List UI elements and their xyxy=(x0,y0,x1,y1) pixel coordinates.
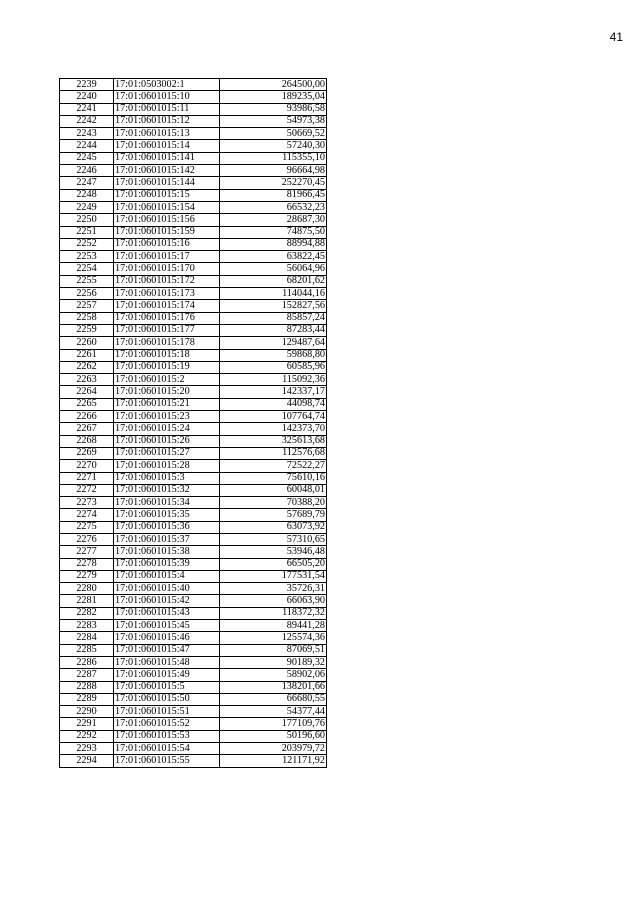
cadastral-number: 17:01:0601015:49 xyxy=(114,669,220,681)
table-row xyxy=(60,288,327,300)
cadastral-value: 50196,60 xyxy=(220,730,327,742)
table-row xyxy=(60,497,327,509)
table-row xyxy=(60,681,327,693)
table-row xyxy=(60,620,327,632)
row-number: 2281 xyxy=(60,595,114,607)
cadastral-number: 17:01:0601015:51 xyxy=(114,706,220,718)
table-body xyxy=(60,79,327,768)
cadastral-value: 58902,06 xyxy=(220,669,327,681)
row-number: 2268 xyxy=(60,435,114,447)
cadastral-value: 89441,28 xyxy=(220,620,327,632)
cadastral-value-table xyxy=(59,78,327,768)
row-number: 2252 xyxy=(60,238,114,250)
cadastral-number: 17:01:0601015:20 xyxy=(114,386,220,398)
row-number: 2251 xyxy=(60,226,114,238)
cadastral-number: 17:01:0601015:178 xyxy=(114,337,220,349)
cadastral-value: 44098,74 xyxy=(220,398,327,410)
cadastral-value: 87069,51 xyxy=(220,644,327,656)
cadastral-value: 59868,80 xyxy=(220,349,327,361)
row-number: 2273 xyxy=(60,497,114,509)
cadastral-value: 142337,17 xyxy=(220,386,327,398)
table-row xyxy=(60,656,327,668)
cadastral-number: 17:01:0601015:19 xyxy=(114,361,220,373)
cadastral-number: 17:01:0601015:11 xyxy=(114,103,220,115)
row-number: 2285 xyxy=(60,644,114,656)
cadastral-value: 88994,88 xyxy=(220,238,327,250)
cadastral-number: 17:01:0601015:28 xyxy=(114,460,220,472)
cadastral-number: 17:01:0601015:52 xyxy=(114,718,220,730)
cadastral-number: 17:01:0601015:142 xyxy=(114,165,220,177)
cadastral-number: 17:01:0601015:12 xyxy=(114,115,220,127)
table-row xyxy=(60,558,327,570)
table-row xyxy=(60,706,327,718)
cadastral-value: 85857,24 xyxy=(220,312,327,324)
cadastral-value: 125574,36 xyxy=(220,632,327,644)
cadastral-value: 60585,96 xyxy=(220,361,327,373)
cadastral-value: 114044,16 xyxy=(220,288,327,300)
row-number: 2246 xyxy=(60,165,114,177)
cadastral-value: 75610,16 xyxy=(220,472,327,484)
cadastral-number: 17:01:0503002:1 xyxy=(114,79,220,91)
cadastral-number: 17:01:0601015:18 xyxy=(114,349,220,361)
table-row xyxy=(60,201,327,213)
cadastral-number: 17:01:0601015:144 xyxy=(114,177,220,189)
row-number: 2247 xyxy=(60,177,114,189)
table-row xyxy=(60,570,327,582)
cadastral-number: 17:01:0601015:27 xyxy=(114,447,220,459)
page-number: 41 xyxy=(609,30,623,44)
row-number: 2266 xyxy=(60,411,114,423)
cadastral-value: 252270,45 xyxy=(220,177,327,189)
table-row xyxy=(60,423,327,435)
table-row xyxy=(60,263,327,275)
cadastral-number: 17:01:0601015:55 xyxy=(114,755,220,767)
row-number: 2283 xyxy=(60,620,114,632)
cadastral-value: 112576,68 xyxy=(220,447,327,459)
table-row xyxy=(60,226,327,238)
cadastral-value: 189235,04 xyxy=(220,91,327,103)
row-number: 2257 xyxy=(60,300,114,312)
table-row xyxy=(60,115,327,127)
cadastral-number: 17:01:0601015:154 xyxy=(114,201,220,213)
row-number: 2253 xyxy=(60,251,114,263)
table-row xyxy=(60,460,327,472)
table-row xyxy=(60,755,327,767)
cadastral-value: 152827,56 xyxy=(220,300,327,312)
table-row xyxy=(60,533,327,545)
row-number: 2265 xyxy=(60,398,114,410)
cadastral-number: 17:01:0601015:2 xyxy=(114,374,220,386)
table-row xyxy=(60,79,327,91)
cadastral-number: 17:01:0601015:26 xyxy=(114,435,220,447)
cadastral-value: 53946,48 xyxy=(220,546,327,558)
table-row xyxy=(60,435,327,447)
cadastral-value: 57310,65 xyxy=(220,533,327,545)
cadastral-value: 28687,30 xyxy=(220,214,327,226)
cadastral-number: 17:01:0601015:50 xyxy=(114,693,220,705)
row-number: 2258 xyxy=(60,312,114,324)
table-row xyxy=(60,251,327,263)
row-number: 2262 xyxy=(60,361,114,373)
cadastral-value: 177109,76 xyxy=(220,718,327,730)
cadastral-value: 68201,62 xyxy=(220,275,327,287)
cadastral-value: 81966,45 xyxy=(220,189,327,201)
cadastral-number: 17:01:0601015:4 xyxy=(114,570,220,582)
row-number: 2255 xyxy=(60,275,114,287)
cadastral-value: 138201,66 xyxy=(220,681,327,693)
cadastral-number: 17:01:0601015:34 xyxy=(114,497,220,509)
cadastral-value: 177531,54 xyxy=(220,570,327,582)
row-number: 2287 xyxy=(60,669,114,681)
cadastral-number: 17:01:0601015:141 xyxy=(114,152,220,164)
row-number: 2277 xyxy=(60,546,114,558)
row-number: 2286 xyxy=(60,656,114,668)
table-row xyxy=(60,349,327,361)
table-row xyxy=(60,300,327,312)
row-number: 2274 xyxy=(60,509,114,521)
cadastral-value: 60048,01 xyxy=(220,484,327,496)
cadastral-value: 66505,20 xyxy=(220,558,327,570)
table-row xyxy=(60,583,327,595)
table-row xyxy=(60,91,327,103)
row-number: 2250 xyxy=(60,214,114,226)
table-row xyxy=(60,743,327,755)
cadastral-value: 115092,36 xyxy=(220,374,327,386)
row-number: 2275 xyxy=(60,521,114,533)
cadastral-value: 57689,79 xyxy=(220,509,327,521)
table-row xyxy=(60,595,327,607)
cadastral-number: 17:01:0601015:54 xyxy=(114,743,220,755)
row-number: 2248 xyxy=(60,189,114,201)
table-row xyxy=(60,472,327,484)
cadastral-value: 54973,38 xyxy=(220,115,327,127)
row-number: 2254 xyxy=(60,263,114,275)
row-number: 2263 xyxy=(60,374,114,386)
table-row xyxy=(60,509,327,521)
cadastral-number: 17:01:0601015:177 xyxy=(114,324,220,336)
cadastral-number: 17:01:0601015:45 xyxy=(114,620,220,632)
cadastral-number: 17:01:0601015:38 xyxy=(114,546,220,558)
table-row xyxy=(60,275,327,287)
cadastral-number: 17:01:0601015:43 xyxy=(114,607,220,619)
cadastral-number: 17:01:0601015:14 xyxy=(114,140,220,152)
cadastral-value: 63822,45 xyxy=(220,251,327,263)
table-row xyxy=(60,214,327,226)
table-row xyxy=(60,337,327,349)
row-number: 2264 xyxy=(60,386,114,398)
cadastral-value: 203979,72 xyxy=(220,743,327,755)
row-number: 2280 xyxy=(60,583,114,595)
table-row xyxy=(60,693,327,705)
row-number: 2260 xyxy=(60,337,114,349)
cadastral-number: 17:01:0601015:156 xyxy=(114,214,220,226)
row-number: 2292 xyxy=(60,730,114,742)
cadastral-number: 17:01:0601015:174 xyxy=(114,300,220,312)
table-row xyxy=(60,238,327,250)
table-row xyxy=(60,361,327,373)
cadastral-number: 17:01:0601015:16 xyxy=(114,238,220,250)
cadastral-value: 90189,32 xyxy=(220,656,327,668)
row-number: 2294 xyxy=(60,755,114,767)
cadastral-number: 17:01:0601015:47 xyxy=(114,644,220,656)
row-number: 2272 xyxy=(60,484,114,496)
row-number: 2270 xyxy=(60,460,114,472)
table-row xyxy=(60,177,327,189)
row-number: 2276 xyxy=(60,533,114,545)
row-number: 2244 xyxy=(60,140,114,152)
cadastral-value: 93986,58 xyxy=(220,103,327,115)
table-row xyxy=(60,312,327,324)
cadastral-value: 70388,20 xyxy=(220,497,327,509)
cadastral-value: 264500,00 xyxy=(220,79,327,91)
cadastral-value: 66063,90 xyxy=(220,595,327,607)
cadastral-value: 115355,10 xyxy=(220,152,327,164)
cadastral-number: 17:01:0601015:170 xyxy=(114,263,220,275)
row-number: 2279 xyxy=(60,570,114,582)
cadastral-number: 17:01:0601015:10 xyxy=(114,91,220,103)
table-row xyxy=(60,730,327,742)
table-row xyxy=(60,189,327,201)
cadastral-value: 50669,52 xyxy=(220,128,327,140)
cadastral-value: 54377,44 xyxy=(220,706,327,718)
table-row xyxy=(60,324,327,336)
cadastral-value: 129487,64 xyxy=(220,337,327,349)
cadastral-value: 142373,70 xyxy=(220,423,327,435)
cadastral-value: 57240,30 xyxy=(220,140,327,152)
cadastral-number: 17:01:0601015:48 xyxy=(114,656,220,668)
table-row xyxy=(60,398,327,410)
cadastral-number: 17:01:0601015:23 xyxy=(114,411,220,423)
cadastral-value: 96664,98 xyxy=(220,165,327,177)
table-row xyxy=(60,546,327,558)
row-number: 2256 xyxy=(60,288,114,300)
row-number: 2271 xyxy=(60,472,114,484)
cadastral-value: 118372,32 xyxy=(220,607,327,619)
cadastral-number: 17:01:0601015:176 xyxy=(114,312,220,324)
table-row xyxy=(60,152,327,164)
row-number: 2269 xyxy=(60,447,114,459)
cadastral-number: 17:01:0601015:46 xyxy=(114,632,220,644)
table-row xyxy=(60,484,327,496)
row-number: 2240 xyxy=(60,91,114,103)
cadastral-number: 17:01:0601015:42 xyxy=(114,595,220,607)
table-row xyxy=(60,521,327,533)
cadastral-number: 17:01:0601015:21 xyxy=(114,398,220,410)
row-number: 2239 xyxy=(60,79,114,91)
cadastral-number: 17:01:0601015:36 xyxy=(114,521,220,533)
cadastral-value: 325613,68 xyxy=(220,435,327,447)
cadastral-number: 17:01:0601015:53 xyxy=(114,730,220,742)
table-row xyxy=(60,140,327,152)
cadastral-value: 74875,50 xyxy=(220,226,327,238)
table-row xyxy=(60,669,327,681)
row-number: 2267 xyxy=(60,423,114,435)
table-row xyxy=(60,718,327,730)
cadastral-number: 17:01:0601015:40 xyxy=(114,583,220,595)
row-number: 2290 xyxy=(60,706,114,718)
cadastral-number: 17:01:0601015:39 xyxy=(114,558,220,570)
cadastral-number: 17:01:0601015:172 xyxy=(114,275,220,287)
table-row xyxy=(60,386,327,398)
cadastral-number: 17:01:0601015:17 xyxy=(114,251,220,263)
row-number: 2242 xyxy=(60,115,114,127)
cadastral-value: 121171,92 xyxy=(220,755,327,767)
row-number: 2259 xyxy=(60,324,114,336)
cadastral-number: 17:01:0601015:159 xyxy=(114,226,220,238)
row-number: 2241 xyxy=(60,103,114,115)
row-number: 2243 xyxy=(60,128,114,140)
table-row xyxy=(60,374,327,386)
cadastral-number: 17:01:0601015:37 xyxy=(114,533,220,545)
row-number: 2282 xyxy=(60,607,114,619)
row-number: 2245 xyxy=(60,152,114,164)
row-number: 2291 xyxy=(60,718,114,730)
row-number: 2288 xyxy=(60,681,114,693)
cadastral-value: 56064,96 xyxy=(220,263,327,275)
row-number: 2284 xyxy=(60,632,114,644)
table-row xyxy=(60,607,327,619)
row-number: 2249 xyxy=(60,201,114,213)
table-row xyxy=(60,447,327,459)
cadastral-number: 17:01:0601015:24 xyxy=(114,423,220,435)
cadastral-value: 107764,74 xyxy=(220,411,327,423)
cadastral-number: 17:01:0601015:32 xyxy=(114,484,220,496)
row-number: 2278 xyxy=(60,558,114,570)
table-row xyxy=(60,103,327,115)
row-number: 2293 xyxy=(60,743,114,755)
cadastral-value: 35726,31 xyxy=(220,583,327,595)
cadastral-value: 87283,44 xyxy=(220,324,327,336)
table-row xyxy=(60,644,327,656)
row-number: 2261 xyxy=(60,349,114,361)
cadastral-number: 17:01:0601015:13 xyxy=(114,128,220,140)
cadastral-number: 17:01:0601015:5 xyxy=(114,681,220,693)
table-row xyxy=(60,632,327,644)
cadastral-value: 72522,27 xyxy=(220,460,327,472)
table-row xyxy=(60,411,327,423)
row-number: 2289 xyxy=(60,693,114,705)
cadastral-number: 17:01:0601015:35 xyxy=(114,509,220,521)
cadastral-value: 66532,23 xyxy=(220,201,327,213)
cadastral-value: 63073,92 xyxy=(220,521,327,533)
cadastral-number: 17:01:0601015:3 xyxy=(114,472,220,484)
cadastral-number: 17:01:0601015:173 xyxy=(114,288,220,300)
table-row xyxy=(60,128,327,140)
cadastral-number: 17:01:0601015:15 xyxy=(114,189,220,201)
table-row xyxy=(60,165,327,177)
cadastral-value: 66680,55 xyxy=(220,693,327,705)
